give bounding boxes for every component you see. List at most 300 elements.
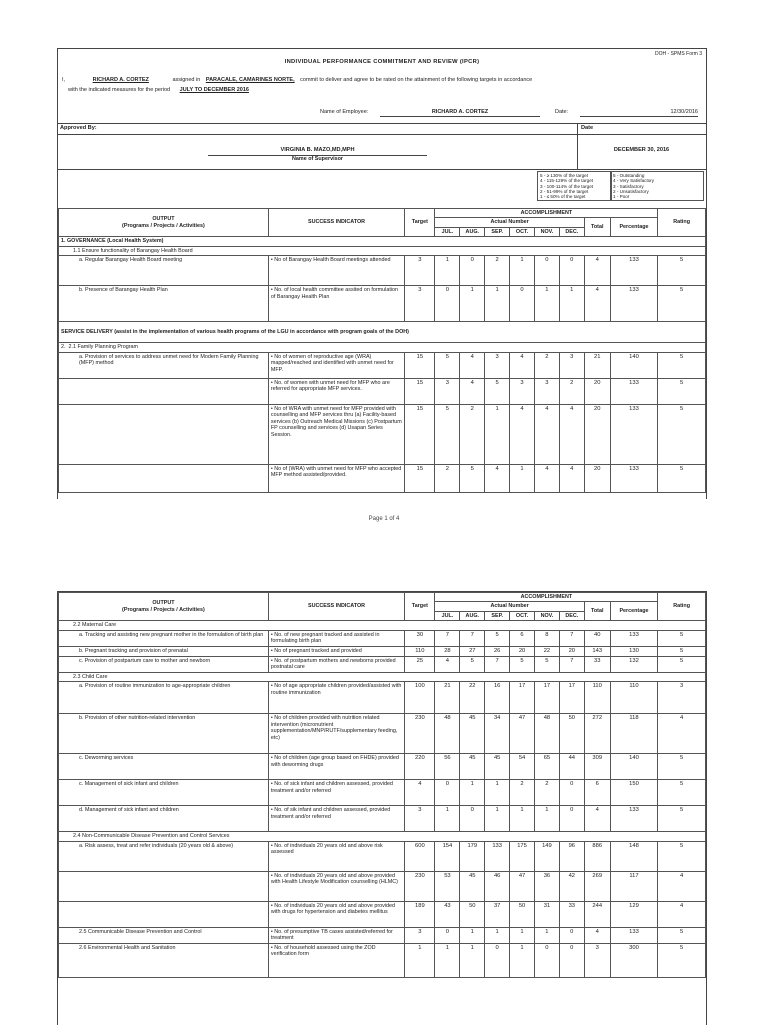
table-row (59, 256, 706, 286)
percentage-cell: 110 (610, 682, 658, 714)
rating-adjective-legend: 5 - Outstanding 4 - Very Satisfactory 3 - Satisfactory 2 - Unsatisfactory 1 - Poor (610, 171, 704, 201)
percentage-cell: 133 (610, 806, 658, 832)
month-cell: 2 (460, 404, 485, 464)
month-cell: 54 (510, 754, 535, 780)
month-cell: 50 (510, 901, 535, 927)
target-cell: 230 (405, 714, 435, 754)
table-row (59, 352, 706, 378)
output-cell: a. Regular Barangay Health Board meeting (59, 256, 269, 286)
month-cell: 5 (534, 656, 559, 672)
month-cell: 0 (460, 256, 485, 286)
month-cell: 45 (460, 714, 485, 754)
month-cell: 0 (485, 943, 510, 977)
table-row (59, 404, 706, 464)
month-cell: 0 (435, 927, 460, 943)
section-governance: 1. GOVERNANCE (Local Health System) (59, 237, 706, 246)
total-cell: 110 (584, 682, 610, 714)
target-header: Target (405, 209, 435, 237)
month-cell: 1 (435, 943, 460, 977)
target-cell: 230 (405, 871, 435, 901)
month-cell: 22 (534, 646, 559, 656)
assigned-in-label: assigned in (172, 77, 201, 83)
percentage-cell: 133 (610, 464, 658, 492)
month-cell: 1 (559, 286, 584, 322)
month-cell: 0 (435, 286, 460, 322)
table-row (59, 630, 706, 646)
month-cell: 4 (510, 352, 535, 378)
total-cell: 309 (584, 754, 610, 780)
month-cell: 48 (435, 714, 460, 754)
rating-cell: 5 (658, 780, 706, 806)
table-row (59, 754, 706, 780)
output-header: OUTPUT (Programs / Projects / Activities) (59, 209, 269, 237)
percentage-cell: 132 (610, 656, 658, 672)
total-cell: 272 (584, 714, 610, 754)
output-cell (59, 871, 269, 901)
table-row (59, 286, 706, 322)
month-cell: 4 (559, 464, 584, 492)
month-cell: 17 (510, 682, 535, 714)
month-header: JUL. (435, 611, 460, 620)
output-cell (59, 404, 269, 464)
percentage-cell: 140 (610, 754, 658, 780)
ipcr-table-page-1 (58, 208, 706, 493)
percentage-cell: 140 (610, 352, 658, 378)
accomplishment-header: ACCOMPLISHMENT (435, 209, 658, 218)
rating-cell: 5 (658, 286, 706, 322)
rating-cell: 3 (658, 682, 706, 714)
month-cell: 0 (460, 806, 485, 832)
output-cell: c. Deworming services (59, 754, 269, 780)
month-cell: 34 (485, 714, 510, 754)
table-row (59, 780, 706, 806)
indicator-cell: • No. of individuals 20 years old and above risk assessed (268, 841, 404, 871)
total-cell: 4 (584, 256, 610, 286)
indicator-cell: • No. of sik infant and children assessed, provided treatment and/or referred (268, 806, 404, 832)
rating-cell: 5 (658, 927, 706, 943)
month-cell: 149 (534, 841, 559, 871)
rating-cell: 4 (658, 714, 706, 754)
month-cell: 0 (559, 780, 584, 806)
output-cell: a. Tracking and assisting new pregnant mother in the formulation of birth plan (59, 630, 269, 646)
indicator-cell: • No. of women with unmet need for MFP who are referred for appropriate MFP services. (268, 378, 404, 404)
month-cell: 1 (485, 780, 510, 806)
target-cell: 600 (405, 841, 435, 871)
month-cell: 4 (460, 378, 485, 404)
month-cell: 4 (485, 464, 510, 492)
month-cell: 3 (485, 352, 510, 378)
percentage-cell: 133 (610, 927, 658, 943)
percentage-cell: 133 (610, 404, 658, 464)
indicator-cell: • No of children provided with nutrition related intervention (micronutrient supplementation/MNP/RUTF/supplementary feeding, etc) (268, 714, 404, 754)
month-cell: 3 (559, 352, 584, 378)
month-header: AUG. (460, 227, 485, 236)
percentage-header: Percentage (610, 602, 658, 621)
rating-cell: 5 (658, 630, 706, 646)
rating-header: Rating (658, 593, 706, 621)
target-cell: 3 (405, 286, 435, 322)
accomplishment-header: ACCOMPLISHMENT (435, 593, 658, 602)
month-header: DEC. (559, 227, 584, 236)
month-cell: 20 (510, 646, 535, 656)
table-row (59, 841, 706, 871)
target-cell: 220 (405, 754, 435, 780)
month-cell: 16 (485, 682, 510, 714)
month-cell: 17 (534, 682, 559, 714)
month-cell: 1 (510, 256, 535, 286)
table-row (59, 901, 706, 927)
target-cell: 100 (405, 682, 435, 714)
month-header: DEC. (559, 611, 584, 620)
month-cell: 1 (510, 927, 535, 943)
indicator-cell: • No of Barangay Health Board meetings attended (268, 256, 404, 286)
month-cell: 7 (485, 656, 510, 672)
month-header: SEP. (485, 227, 510, 236)
date-label: Date: (555, 109, 569, 115)
total-cell: 269 (584, 871, 610, 901)
percentage-cell: 150 (610, 780, 658, 806)
month-cell: 4 (460, 352, 485, 378)
percentage-cell: 118 (610, 714, 658, 754)
month-cell: 5 (460, 464, 485, 492)
month-cell: 2 (510, 780, 535, 806)
pledge-text: commit to deliver and agree to be rated on the attainment of the following targets in accordance (300, 77, 533, 83)
month-header: JUL. (435, 227, 460, 236)
target-cell: 1 (405, 943, 435, 977)
ipcr-table-page-2 (58, 592, 706, 978)
month-cell: 1 (510, 806, 535, 832)
percentage-cell: 133 (610, 630, 658, 646)
section-service-delivery: SERVICE DELIVERY (assist in the implementation of various health programs of the LGU in accordance with program goals of the DOH) (59, 322, 706, 343)
month-cell: 1 (534, 286, 559, 322)
output-cell: 2.5 Communicable Disease Prevention and Control (59, 927, 269, 943)
target-cell: 3 (405, 806, 435, 832)
month-cell: 1 (485, 404, 510, 464)
ipcr-page-1 (57, 48, 707, 499)
month-cell: 36 (534, 871, 559, 901)
month-cell: 5 (510, 656, 535, 672)
document-title: INDIVIDUAL PERFORMANCE COMMITMENT AND REVIEW (IPCR) (284, 59, 480, 65)
rating-cell: 5 (658, 806, 706, 832)
output-cell: d. Management of sick infant and children (59, 806, 269, 832)
month-cell: 4 (510, 404, 535, 464)
month-cell: 1 (460, 927, 485, 943)
month-cell: 0 (559, 256, 584, 286)
table-row (59, 682, 706, 714)
percentage-cell: 129 (610, 901, 658, 927)
month-cell: 1 (485, 927, 510, 943)
month-cell: 7 (559, 630, 584, 646)
percentage-cell: 133 (610, 256, 658, 286)
month-cell: 44 (559, 754, 584, 780)
month-cell: 47 (510, 871, 535, 901)
approved-by-label: Approved By: (60, 125, 97, 131)
output-cell (59, 378, 269, 404)
target-cell: 25 (405, 656, 435, 672)
month-cell: 0 (510, 286, 535, 322)
month-cell: 1 (460, 780, 485, 806)
rating-cell: 5 (658, 943, 706, 977)
approval-date: DECEMBER 30, 2016 (613, 147, 670, 153)
percentage-cell: 130 (610, 646, 658, 656)
total-cell: 4 (584, 927, 610, 943)
table-row (59, 378, 706, 404)
total-cell: 4 (584, 286, 610, 322)
month-cell: 5 (460, 656, 485, 672)
month-cell: 53 (435, 871, 460, 901)
rating-cell: 5 (658, 464, 706, 492)
month-cell: 175 (510, 841, 535, 871)
form-number: DOH - SPMS Form 3 (655, 51, 702, 57)
rating-cell: 5 (658, 754, 706, 780)
month-cell: 0 (435, 780, 460, 806)
total-header: Total (584, 602, 610, 621)
month-cell: 0 (559, 806, 584, 832)
month-cell: 50 (559, 714, 584, 754)
total-cell: 20 (584, 404, 610, 464)
month-cell: 5 (485, 378, 510, 404)
total-cell: 6 (584, 780, 610, 806)
month-cell: 96 (559, 841, 584, 871)
rating-scale-legend: 5 - ≥ 130% of the target 4 - 115-129% of the target 3 - 100-114% of the target 2 - 51-99% of the target 1 - ≤ 50% of the target (537, 171, 612, 201)
output-cell: c. Management of sick infant and children (59, 780, 269, 806)
month-cell: 4 (534, 404, 559, 464)
month-cell: 37 (485, 901, 510, 927)
rating-cell: 5 (658, 656, 706, 672)
month-cell: 0 (534, 943, 559, 977)
month-header: NOV. (534, 611, 559, 620)
month-cell: 7 (460, 630, 485, 646)
total-cell: 143 (584, 646, 610, 656)
total-header: Total (584, 218, 610, 237)
month-cell: 0 (559, 943, 584, 977)
month-cell: 1 (510, 464, 535, 492)
period: JULY TO DECEMBER 2016 (179, 87, 249, 93)
target-cell: 15 (405, 464, 435, 492)
output-cell: 2.6 Environmental Health and Sanitation (59, 943, 269, 977)
month-cell: 50 (460, 901, 485, 927)
date-value: 12/30/2016 (670, 109, 698, 115)
output-cell: b. Provision of other nutrition-related intervention (59, 714, 269, 754)
month-cell: 1 (534, 806, 559, 832)
subsection-heading: 2.4 Non-Communicable Disease Prevention and Control Services (59, 832, 706, 841)
rating-cell: 4 (658, 871, 706, 901)
output-cell (59, 901, 269, 927)
name-of-employee-value: RICHARD A. CORTEZ (431, 109, 489, 115)
month-cell: 4 (559, 404, 584, 464)
target-cell: 15 (405, 352, 435, 378)
month-cell: 46 (485, 871, 510, 901)
month-cell: 20 (559, 646, 584, 656)
total-cell: 886 (584, 841, 610, 871)
month-cell: 21 (435, 682, 460, 714)
month-cell: 1 (510, 943, 535, 977)
output-cell: b. Pregnant tracking and provision of prenatal (59, 646, 269, 656)
month-cell: 4 (534, 464, 559, 492)
month-header: AUG. (460, 611, 485, 620)
indicator-cell: • No of children (age group based on FHDE) provided with deworming drugs (268, 754, 404, 780)
month-cell: 3 (435, 378, 460, 404)
table-row (59, 927, 706, 943)
month-cell: 45 (460, 754, 485, 780)
month-cell: 47 (510, 714, 535, 754)
indicator-cell: • No. of sick infant and children assessed, provided treatment and/or referred (268, 780, 404, 806)
month-header: OCT. (510, 227, 535, 236)
success-indicator-header: SUCCESS INDICATOR (268, 209, 404, 237)
table-row (59, 656, 706, 672)
month-cell: 1 (435, 806, 460, 832)
month-cell: 133 (485, 841, 510, 871)
percentage-cell: 133 (610, 286, 658, 322)
table-row (59, 871, 706, 901)
assignment-place: PARACALE, CAMARINES NORTE, (205, 77, 295, 83)
month-cell: 7 (559, 656, 584, 672)
indicator-cell: • No. of new pregnant tracked and assisted in formulating birth plan (268, 630, 404, 646)
month-cell: 5 (435, 404, 460, 464)
month-cell: 27 (460, 646, 485, 656)
month-cell: 6 (510, 630, 535, 646)
month-header: OCT. (510, 611, 535, 620)
name-of-employee-label: Name of Employee: (320, 109, 369, 115)
month-header: SEP. (485, 611, 510, 620)
target-cell: 110 (405, 646, 435, 656)
month-cell: 2 (534, 780, 559, 806)
indicator-cell: • No. of presumptive TB cases assisted/referred for treatment (268, 927, 404, 943)
subsection-heading: 2.2 Maternal Care (59, 621, 706, 630)
output-cell: a. Provision of routine immunization to age-appropriate children (59, 682, 269, 714)
month-cell: 45 (460, 871, 485, 901)
pledge-i: I, (62, 77, 66, 83)
supervisor-name: VIRGINIA B. MAZO,MD,MPH (280, 147, 355, 153)
month-cell: 1 (534, 927, 559, 943)
month-cell: 5 (435, 352, 460, 378)
output-cell (59, 464, 269, 492)
table-row (59, 806, 706, 832)
percentage-header: Percentage (610, 218, 658, 237)
output-cell: c. Provision of postpartum care to mother and newborn (59, 656, 269, 672)
month-cell: 31 (534, 901, 559, 927)
supervisor-caption: Name of Supervisor (208, 155, 427, 162)
percentage-cell: 133 (610, 378, 658, 404)
month-cell: 33 (559, 901, 584, 927)
month-cell: 8 (534, 630, 559, 646)
ipcr-page-2 (57, 591, 707, 1025)
target-cell: 15 (405, 404, 435, 464)
target-cell: 4 (405, 780, 435, 806)
month-cell: 2 (534, 352, 559, 378)
total-cell: 20 (584, 464, 610, 492)
month-cell: 43 (435, 901, 460, 927)
month-cell: 56 (435, 754, 460, 780)
month-cell: 2 (559, 378, 584, 404)
indicator-cell: • No of (WRA) with unmet need for MFP who accepted MFP method assisted/provided. (268, 464, 404, 492)
indicator-cell: • No. of local health committee assited on formulation of Barangay Health Plan (268, 286, 404, 322)
month-cell: 179 (460, 841, 485, 871)
subsection-bhb: 1.1 Ensure functionality of Barangay Health Board (59, 246, 706, 255)
month-cell: 28 (435, 646, 460, 656)
percentage-cell: 148 (610, 841, 658, 871)
pledge-employee-name: RICHARD A. CORTEZ (92, 77, 149, 83)
actual-number-header: Actual Number (435, 602, 584, 611)
month-cell: 1 (485, 806, 510, 832)
month-header: NOV. (534, 227, 559, 236)
indicator-cell: • No of age appropriate children provided/assisted with routine immunization (268, 682, 404, 714)
month-cell: 1 (460, 943, 485, 977)
subsection-heading: 2.3 Child Care (59, 672, 706, 681)
total-cell: 33 (584, 656, 610, 672)
month-cell: 7 (435, 630, 460, 646)
target-cell: 3 (405, 256, 435, 286)
rating-header: Rating (658, 209, 706, 237)
indicator-cell: • No. of household assessed using the ZOD verification form (268, 943, 404, 977)
month-cell: 1 (460, 286, 485, 322)
success-indicator-header: SUCCESS INDICATOR (268, 593, 404, 621)
month-cell: 5 (485, 630, 510, 646)
month-cell: 4 (435, 656, 460, 672)
output-cell: b. Presence of Barangay Health Plan (59, 286, 269, 322)
month-cell: 0 (534, 256, 559, 286)
total-cell: 40 (584, 630, 610, 646)
target-header: Target (405, 593, 435, 621)
rating-cell: 5 (658, 352, 706, 378)
total-cell: 4 (584, 806, 610, 832)
total-cell: 3 (584, 943, 610, 977)
month-cell: 3 (534, 378, 559, 404)
total-cell: 244 (584, 901, 610, 927)
month-cell: 65 (534, 754, 559, 780)
output-cell: a. Provision of services to address unmet need for Modern Family Planning (MFP) method (59, 352, 269, 378)
table-row (59, 943, 706, 977)
month-cell: 17 (559, 682, 584, 714)
output-cell: a. Risk assess, treat and refer individuals (20 years old & above) (59, 841, 269, 871)
output-header: OUTPUT (Programs / Projects / Activities) (59, 593, 269, 621)
month-cell: 48 (534, 714, 559, 754)
table-row (59, 464, 706, 492)
month-cell: 2 (485, 256, 510, 286)
indicator-cell: • No. of individuals 20 years old and above provided with drugs for hypertension and diabetes mellitus (268, 901, 404, 927)
page-number: Page 1 of 4 (368, 516, 400, 522)
table-row (59, 646, 706, 656)
indicator-cell: • No of WRA with unmet need for MFP provided with counselling and MFP services thru (a) Facility-based services (b) Outreach Medical Missions (c) Postpartum FP counselling and services (d) Usapan Series Session. (268, 404, 404, 464)
month-cell: 154 (435, 841, 460, 871)
month-cell: 26 (485, 646, 510, 656)
date-column-label: Date (581, 125, 594, 131)
month-cell: 42 (559, 871, 584, 901)
target-cell: 189 (405, 901, 435, 927)
month-cell: 45 (485, 754, 510, 780)
indicator-cell: • No of women of reproductive age (WRA) mapped/reached and identified with unmet need for MFP. (268, 352, 404, 378)
month-cell: 22 (460, 682, 485, 714)
month-cell: 3 (510, 378, 535, 404)
month-cell: 1 (435, 256, 460, 286)
percentage-cell: 117 (610, 871, 658, 901)
month-cell: 2 (435, 464, 460, 492)
indicator-cell: • No of pregnant tracked and provided (268, 646, 404, 656)
target-cell: 30 (405, 630, 435, 646)
rating-cell: 5 (658, 256, 706, 286)
target-cell: 3 (405, 927, 435, 943)
indicator-cell: • No. of individuals 20 years old and above provided with Health Lifestyle Modification counselling (HLMC) (268, 871, 404, 901)
month-cell: 0 (559, 927, 584, 943)
total-cell: 20 (584, 378, 610, 404)
indicator-cell: • No. of postpartum mothers and newborns provided postnatal care (268, 656, 404, 672)
month-cell: 1 (485, 286, 510, 322)
rating-cell: 5 (658, 378, 706, 404)
table-row (59, 714, 706, 754)
subsection-family-planning: 2. 2.1 Family Planning Program (59, 343, 706, 352)
rating-cell: 5 (658, 841, 706, 871)
rating-cell: 4 (658, 901, 706, 927)
